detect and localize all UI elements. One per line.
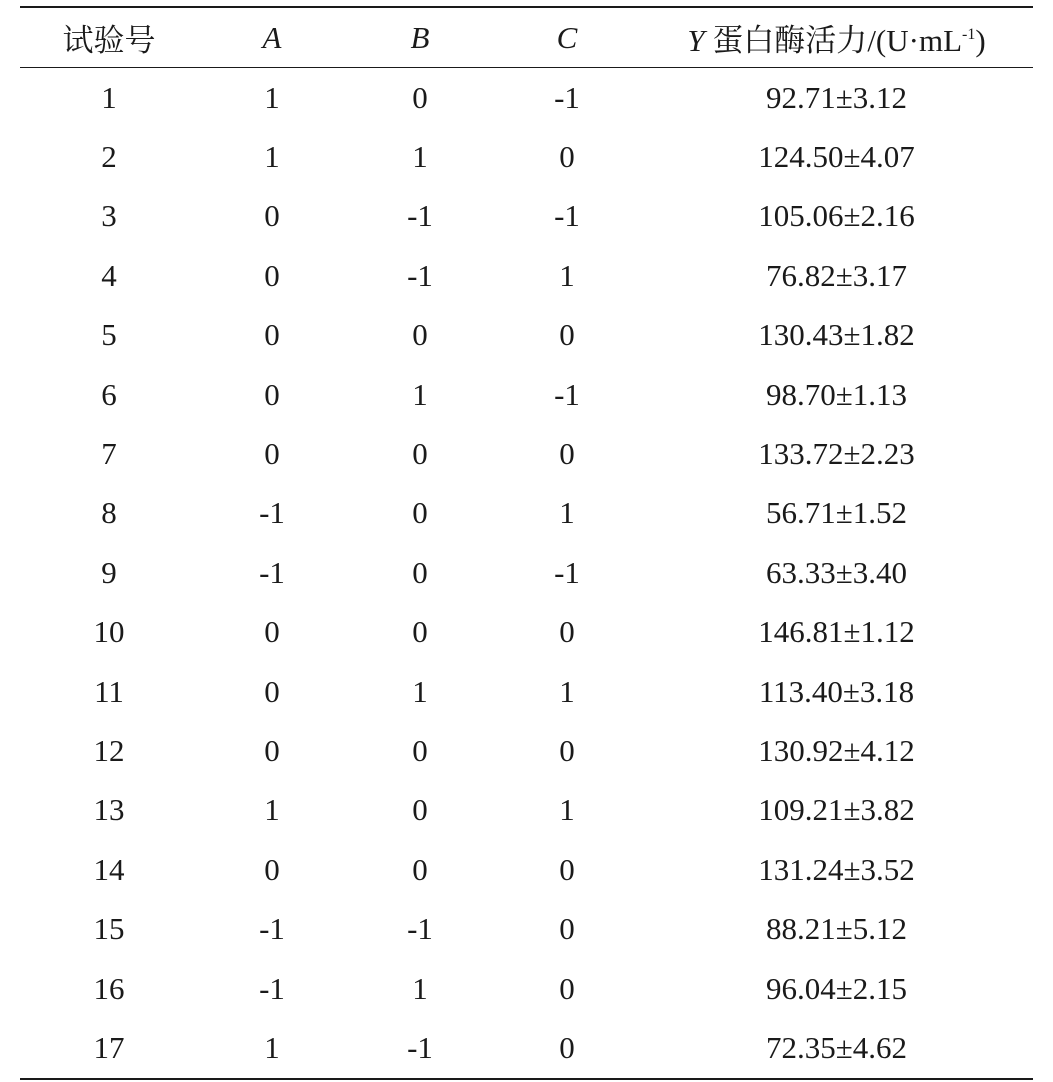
- header-row: [20, 7, 1033, 68]
- table-row: [20, 662, 1033, 721]
- header-y-label: 蛋白酶活力: [712, 23, 868, 58]
- cell-factor-c: 1: [559, 673, 575, 709]
- table-row: [20, 365, 1033, 424]
- cell-factor-c: 0: [559, 139, 575, 175]
- cell-trial-number: 5: [101, 317, 117, 353]
- cell-protease-activity: 133.72±2.23: [758, 436, 915, 472]
- table-row: [20, 1018, 1033, 1078]
- cell-factor-a: 0: [264, 436, 280, 472]
- cell-factor-a: 1: [264, 1029, 280, 1065]
- cell-factor-b: 0: [412, 317, 428, 353]
- cell-trial-number: 6: [101, 376, 117, 412]
- table-row: [20, 246, 1033, 305]
- table-row: [20, 721, 1033, 780]
- cell-factor-a: 0: [264, 732, 280, 768]
- cell-factor-a: -1: [259, 554, 285, 590]
- cell-factor-a: 0: [264, 851, 280, 887]
- table-row: [20, 959, 1033, 1018]
- table-body: [20, 68, 1033, 1079]
- table-header: [20, 7, 1033, 68]
- cell-protease-activity: 72.35±4.62: [765, 1029, 907, 1065]
- header-factor-b: B: [410, 19, 430, 55]
- cell-protease-activity: 131.24±3.52: [758, 851, 915, 887]
- cell-factor-c: -1: [554, 554, 580, 590]
- cell-trial-number: 9: [101, 554, 117, 590]
- cell-factor-a: 0: [264, 317, 280, 353]
- cell-factor-b: 0: [412, 614, 428, 650]
- cell-trial-number: 15: [93, 911, 125, 947]
- header-protease-activity: [640, 7, 1033, 68]
- cell-trial-number: 17: [93, 1029, 125, 1065]
- cell-factor-a: 0: [264, 198, 280, 234]
- cell-trial-number: 3: [101, 198, 117, 234]
- header-trial-number: 试验号: [62, 23, 156, 58]
- cell-trial-number: 11: [94, 673, 124, 709]
- table-row: [20, 68, 1033, 128]
- cell-factor-c: 0: [559, 851, 575, 887]
- header-factor-c: C: [556, 19, 578, 55]
- cell-protease-activity: 96.04±2.15: [765, 970, 907, 1006]
- table-row: [20, 187, 1033, 246]
- cell-factor-b: 0: [412, 732, 428, 768]
- cell-factor-c: 0: [559, 732, 575, 768]
- cell-factor-b: 1: [412, 970, 428, 1006]
- cell-factor-a: 0: [264, 673, 280, 709]
- cell-factor-c: 1: [559, 257, 575, 293]
- cell-factor-c: 1: [559, 495, 575, 531]
- cell-factor-c: 0: [559, 970, 575, 1006]
- cell-factor-b: 0: [412, 436, 428, 472]
- table-row: [20, 603, 1033, 662]
- results-table-container: [20, 6, 1033, 1080]
- cell-factor-c: 1: [559, 792, 575, 828]
- cell-protease-activity: 98.70±1.13: [765, 376, 907, 412]
- header-y-unit-suffix: ): [975, 23, 986, 58]
- table-row: [20, 781, 1033, 840]
- cell-trial-number: 16: [93, 970, 125, 1006]
- cell-trial-number: 14: [93, 851, 125, 887]
- cell-factor-b: 0: [412, 554, 428, 590]
- table-row: [20, 840, 1033, 899]
- cell-factor-b: 0: [412, 79, 428, 115]
- cell-trial-number: 8: [101, 495, 117, 531]
- cell-factor-c: 0: [559, 1029, 575, 1065]
- cell-factor-c: 0: [559, 614, 575, 650]
- table-row: [20, 127, 1033, 186]
- table-row: [20, 543, 1033, 602]
- cell-factor-a: 0: [264, 257, 280, 293]
- cell-factor-b: 1: [412, 673, 428, 709]
- cell-factor-b: 1: [412, 139, 428, 175]
- cell-protease-activity: 56.71±1.52: [765, 495, 907, 531]
- cell-factor-a: -1: [259, 495, 285, 531]
- cell-protease-activity: 63.33±3.40: [765, 554, 907, 590]
- cell-factor-b: -1: [407, 1029, 433, 1065]
- cell-factor-a: -1: [259, 970, 285, 1006]
- table-row: [20, 424, 1033, 483]
- cell-factor-b: 0: [412, 851, 428, 887]
- cell-factor-b: -1: [407, 198, 433, 234]
- cell-trial-number: 1: [101, 79, 117, 115]
- cell-factor-c: -1: [554, 376, 580, 412]
- table-row: [20, 484, 1033, 543]
- cell-factor-a: 0: [264, 376, 280, 412]
- cell-factor-b: 0: [412, 495, 428, 531]
- cell-factor-a: -1: [259, 911, 285, 947]
- cell-protease-activity: 92.71±3.12: [765, 79, 907, 115]
- header-y-unit-exponent: -1: [962, 26, 976, 43]
- cell-trial-number: 10: [93, 614, 125, 650]
- cell-trial-number: 2: [101, 139, 117, 175]
- cell-trial-number: 7: [101, 436, 117, 472]
- cell-factor-c: 0: [559, 911, 575, 947]
- cell-protease-activity: 146.81±1.12: [758, 614, 915, 650]
- cell-factor-b: -1: [407, 911, 433, 947]
- cell-factor-a: 1: [264, 139, 280, 175]
- header-factor-a: A: [262, 19, 282, 55]
- cell-factor-a: 1: [264, 79, 280, 115]
- cell-protease-activity: 130.43±1.82: [758, 317, 915, 353]
- cell-protease-activity: 124.50±4.07: [758, 139, 915, 175]
- cell-protease-activity: 113.40±3.18: [758, 673, 915, 709]
- cell-protease-activity: 76.82±3.17: [765, 257, 907, 293]
- cell-factor-c: -1: [554, 198, 580, 234]
- cell-protease-activity: 130.92±4.12: [758, 732, 915, 768]
- header-y-unit-prefix: /(U·mL: [867, 23, 963, 58]
- cell-trial-number: 4: [101, 257, 117, 293]
- cell-factor-c: 0: [559, 436, 575, 472]
- cell-trial-number: 12: [93, 732, 125, 768]
- results-table: [20, 6, 1033, 1080]
- table-row: [20, 306, 1033, 365]
- cell-factor-c: -1: [554, 79, 580, 115]
- cell-factor-b: 1: [412, 376, 428, 412]
- cell-protease-activity: 105.06±2.16: [758, 198, 915, 234]
- cell-factor-c: 0: [559, 317, 575, 353]
- cell-trial-number: 13: [93, 792, 125, 828]
- cell-factor-b: 0: [412, 792, 428, 828]
- table-row: [20, 899, 1033, 958]
- header-y-variable: Y: [687, 23, 705, 58]
- cell-factor-b: -1: [407, 257, 433, 293]
- cell-factor-a: 1: [264, 792, 280, 828]
- cell-protease-activity: 88.21±5.12: [765, 911, 907, 947]
- cell-factor-a: 0: [264, 614, 280, 650]
- cell-protease-activity: 109.21±3.82: [758, 792, 915, 828]
